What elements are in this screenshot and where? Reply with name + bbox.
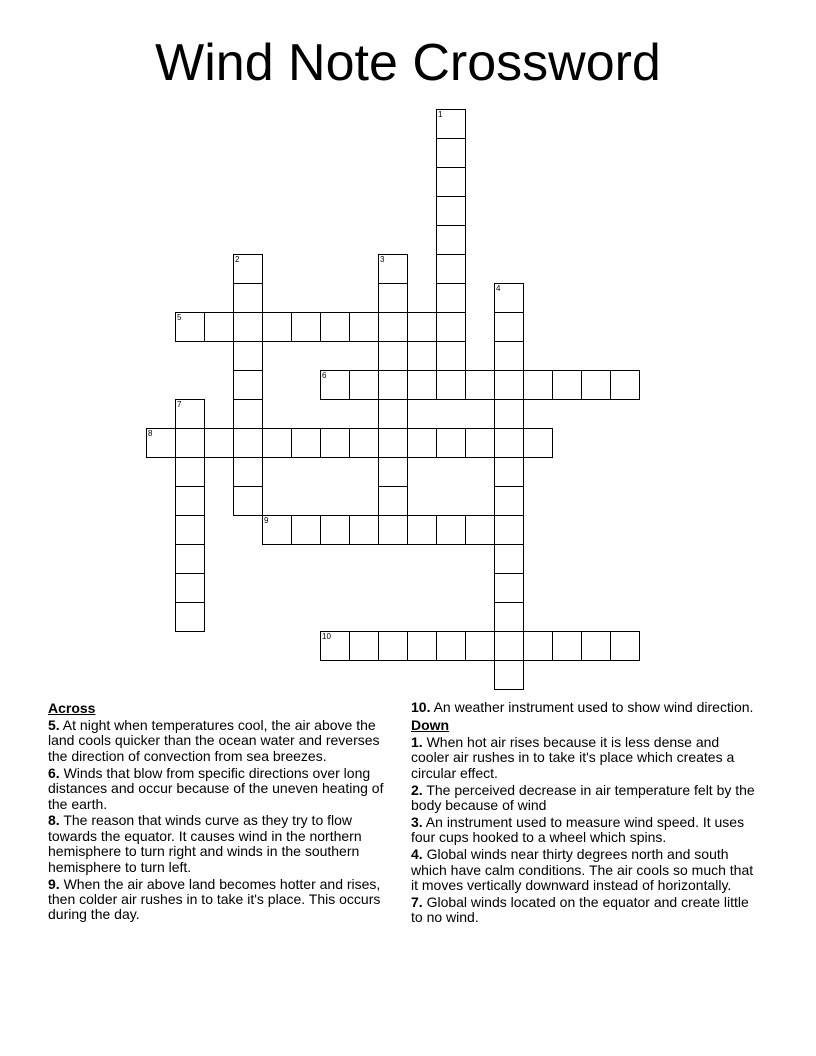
grid-cell[interactable] (349, 370, 379, 400)
grid-cell[interactable] (436, 312, 466, 342)
grid-cell[interactable] (291, 428, 321, 458)
grid-cell[interactable] (262, 515, 292, 545)
grid-cell[interactable] (494, 370, 524, 400)
clue-down-7 (411, 895, 761, 926)
grid-cell[interactable] (494, 457, 524, 487)
grid-cell[interactable] (552, 370, 582, 400)
grid-cell[interactable] (291, 312, 321, 342)
clue-across-8 (48, 813, 393, 875)
grid-cell[interactable] (494, 428, 524, 458)
grid-cell[interactable] (436, 341, 466, 371)
grid-cell[interactable] (349, 631, 379, 661)
grid-cell[interactable] (610, 370, 640, 400)
grid-cell[interactable] (465, 428, 495, 458)
grid-cell[interactable] (233, 283, 263, 313)
grid-cell[interactable] (494, 515, 524, 545)
grid-cell[interactable] (494, 341, 524, 371)
grid-cell[interactable] (465, 515, 495, 545)
grid-cell[interactable] (175, 312, 205, 342)
grid-cell[interactable] (320, 312, 350, 342)
clue-number: 6. (48, 764, 60, 781)
grid-cell[interactable] (436, 109, 466, 139)
grid-cell[interactable] (320, 370, 350, 400)
grid-cell[interactable] (175, 544, 205, 574)
grid-cell[interactable] (494, 602, 524, 632)
grid-cell[interactable] (378, 283, 408, 313)
grid-cell[interactable] (175, 573, 205, 603)
grid-cell[interactable] (378, 370, 408, 400)
grid-cell[interactable] (175, 428, 205, 458)
grid-cell[interactable] (407, 515, 437, 545)
down-heading: Down (411, 716, 450, 733)
grid-cell[interactable] (436, 138, 466, 168)
grid-cell[interactable] (378, 341, 408, 371)
grid-cell[interactable] (233, 486, 263, 516)
grid-cell[interactable] (581, 370, 611, 400)
cell-number: 2 (235, 255, 240, 264)
clue-number: 7. (411, 893, 423, 910)
cell-number: 3 (380, 255, 385, 264)
grid-cell[interactable] (378, 399, 408, 429)
clue-text: Winds that blow from specific directions over long distances and occur because of the uneven heating of the earth. (48, 764, 384, 812)
grid-cell[interactable] (465, 631, 495, 661)
clue-across-5 (48, 718, 393, 764)
grid-cell[interactable] (523, 370, 553, 400)
grid-cell[interactable] (233, 370, 263, 400)
clue-down-3 (411, 815, 761, 846)
grid-cell[interactable] (407, 428, 437, 458)
clue-text: Global winds near thirty degrees north and south which have calm conditions. The air cools so much that it moves vertically downward instead of horizontally. (411, 846, 754, 894)
grid-cell[interactable] (494, 312, 524, 342)
grid-cell[interactable] (407, 312, 437, 342)
grid-cell[interactable] (610, 631, 640, 661)
grid-cell[interactable] (407, 631, 437, 661)
grid-cell[interactable] (407, 370, 437, 400)
clue-number: 2. (411, 781, 423, 798)
grid-cell[interactable] (436, 167, 466, 197)
grid-cell[interactable] (233, 341, 263, 371)
grid-cell[interactable] (465, 370, 495, 400)
grid-cell[interactable] (175, 486, 205, 516)
cell-number: 5 (177, 313, 182, 322)
grid-cell[interactable] (378, 254, 408, 284)
clue-across-9 (48, 877, 393, 923)
grid-cell[interactable] (320, 631, 350, 661)
clue-text: When hot air rises because it is less dense and cooler air rushes in to take it's place which creates a circular effect. (411, 733, 735, 781)
grid-cell[interactable] (175, 399, 205, 429)
clue-number: 3. (411, 813, 423, 830)
grid-cell[interactable] (349, 515, 379, 545)
cell-number: 1 (438, 110, 443, 119)
grid-cell[interactable] (233, 428, 263, 458)
grid-cell[interactable] (378, 457, 408, 487)
grid-cell[interactable] (320, 428, 350, 458)
grid-cell[interactable] (494, 631, 524, 661)
grid-cell[interactable] (175, 515, 205, 545)
grid-cell[interactable] (320, 515, 350, 545)
clue-text: Global winds located on the equator and create little to no wind. (411, 893, 749, 926)
grid-cell[interactable] (436, 196, 466, 226)
across-heading: Across (48, 700, 96, 716)
clues-right-column (411, 700, 761, 927)
grid-cell[interactable] (494, 544, 524, 574)
grid-cell[interactable] (262, 428, 292, 458)
grid-cell[interactable] (436, 283, 466, 313)
clue-down-4 (411, 847, 761, 893)
grid-cell[interactable] (175, 602, 205, 632)
cell-number: 8 (148, 429, 153, 438)
grid-cell[interactable] (262, 312, 292, 342)
grid-cell[interactable] (233, 457, 263, 487)
grid-cell[interactable] (436, 370, 466, 400)
clue-down-2 (411, 783, 761, 814)
clue-down-1 (411, 735, 761, 781)
grid-cell[interactable] (378, 631, 408, 661)
grid-cell[interactable] (436, 428, 466, 458)
grid-cell[interactable] (378, 515, 408, 545)
grid-cell[interactable] (523, 631, 553, 661)
grid-cell[interactable] (494, 399, 524, 429)
grid-cell[interactable] (233, 254, 263, 284)
grid-cell[interactable] (233, 312, 263, 342)
clue-text: An instrument used to measure wind speed. It uses four cups hooked to a wheel which spins. (411, 813, 745, 846)
grid-cell[interactable] (291, 515, 321, 545)
grid-cell[interactable] (523, 428, 553, 458)
grid-cell[interactable] (436, 225, 466, 255)
clue-text: The perceived decrease in air temperature felt by the body because of wind (411, 781, 755, 814)
grid-cell[interactable] (494, 283, 524, 313)
grid-cell[interactable] (378, 486, 408, 516)
clue-across-6 (48, 766, 393, 812)
grid-cell[interactable] (378, 312, 408, 342)
grid-cell[interactable] (436, 515, 466, 545)
grid-cell[interactable] (233, 399, 263, 429)
clue-text: The reason that winds curve as they try to flow towards the equator. It causes wind in the northern hemisphere to turn right and winds in the southern hemisphere to turn left. (48, 812, 362, 875)
clue-text: At night when temperatures cool, the air above the land cools quicker than the ocean water and reverses the direction of convection from sea breezes. (48, 717, 380, 764)
cell-number: 4 (496, 284, 501, 293)
clue-across-10 (411, 700, 761, 715)
grid-cell[interactable] (494, 660, 524, 690)
grid-cell[interactable] (349, 428, 379, 458)
clue-text: An weather instrument used to show wind direction. (430, 699, 754, 715)
clue-number: 8. (48, 812, 60, 829)
grid-cell[interactable] (204, 312, 234, 342)
cell-number: 6 (322, 371, 327, 380)
clue-number: 4. (411, 846, 423, 863)
grid-cell[interactable] (349, 312, 379, 342)
cell-number: 7 (177, 400, 182, 409)
page-title: Wind Note Crossword (155, 34, 661, 92)
clue-number: 5. (48, 717, 60, 733)
grid-cell[interactable] (204, 428, 234, 458)
clue-text: When the air above land becomes hotter and rises, then colder air rushes in to take it's place. This occurs during the day. (48, 875, 381, 923)
grid-cell[interactable] (494, 573, 524, 603)
grid-cell[interactable] (436, 631, 466, 661)
grid-cell[interactable] (436, 254, 466, 284)
cell-number: 9 (264, 516, 269, 525)
grid-cell[interactable] (494, 486, 524, 516)
grid-cell[interactable] (146, 428, 176, 458)
clue-number: 1. (411, 733, 423, 750)
clue-number: 9. (48, 875, 60, 892)
clues-left-column (48, 700, 393, 924)
grid-cell[interactable] (581, 631, 611, 661)
cell-number: 10 (322, 632, 331, 641)
grid-cell[interactable] (552, 631, 582, 661)
clue-number: 10. (411, 699, 431, 715)
grid-cell[interactable] (378, 428, 408, 458)
grid-cell[interactable] (175, 457, 205, 487)
